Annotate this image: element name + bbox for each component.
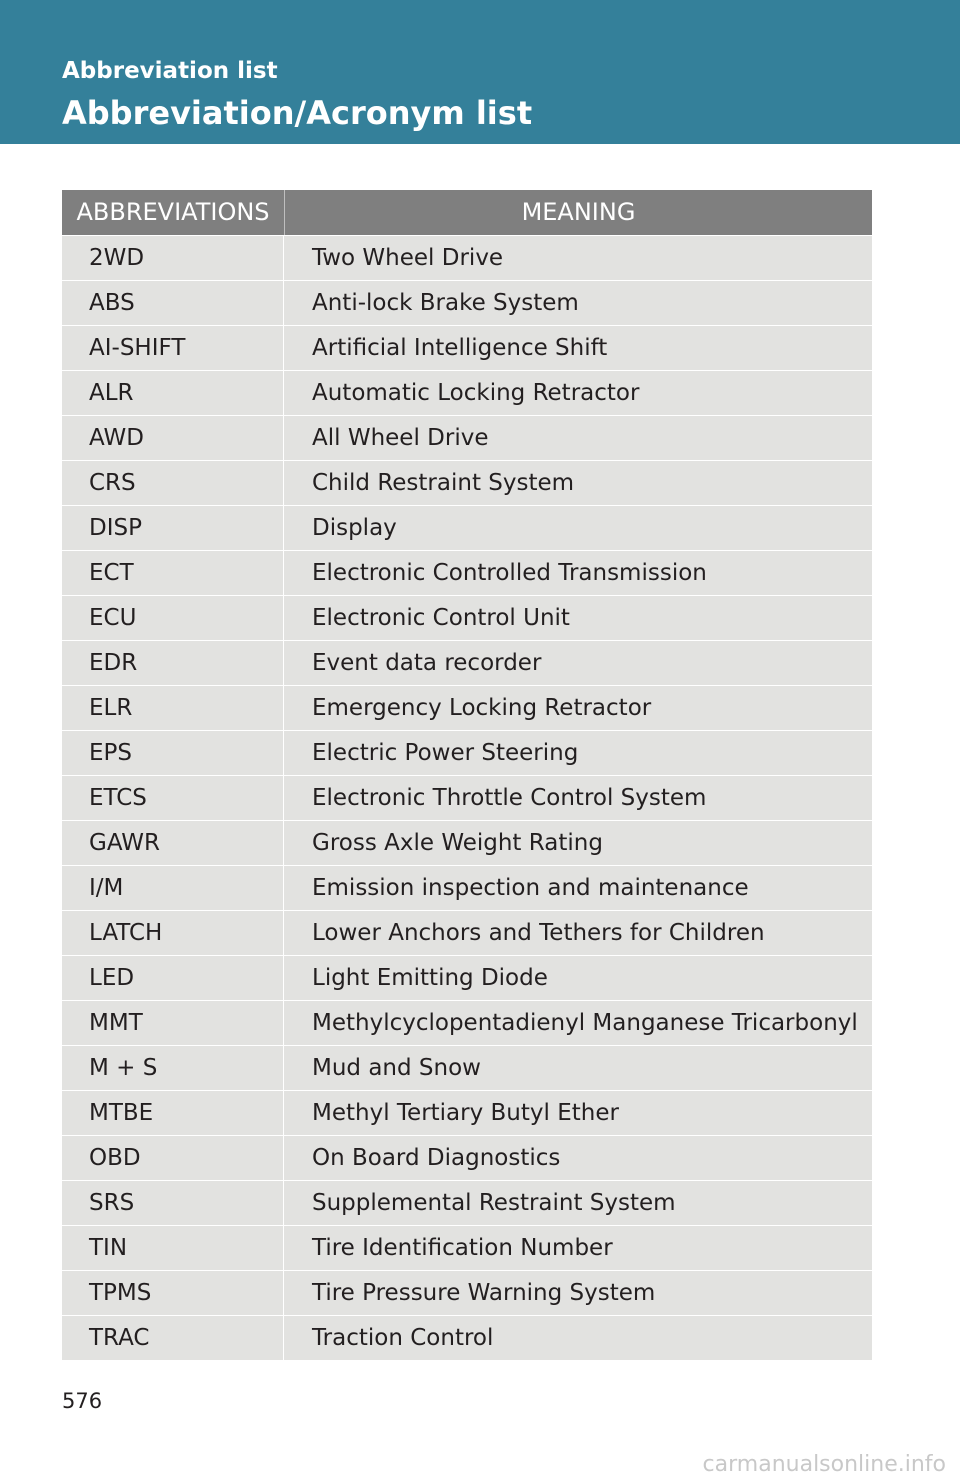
meaning-cell: Event data recorder [312,650,542,676]
abbreviation-cell: AWD [62,416,284,460]
meaning-cell: Emergency Locking Retractor [312,695,652,721]
table-row [62,820,872,865]
meaning-cell: Electronic Throttle Control System [312,785,707,811]
table-body [62,235,872,1360]
abbreviation-cell: OBD [62,1136,284,1180]
meaning-cell: Tire Identification Number [312,1235,613,1261]
abbreviation-cell: ABS [62,281,284,325]
table-row [62,1045,872,1090]
meaning-cell: Lower Anchors and Tethers for Children [312,920,765,946]
page-title: Abbreviation/Acronym list [62,94,533,132]
table-row [62,640,872,685]
table-row [62,775,872,820]
meaning-cell: Anti-lock Brake System [312,290,579,316]
abbreviation-cell: LATCH [62,911,284,955]
meaning-cell: Two Wheel Drive [312,245,504,271]
abbreviation-cell: MTBE [62,1091,284,1135]
watermark: carmanualsonline.info [702,1452,946,1477]
meaning-cell: Display [312,515,397,541]
meaning-cell: Light Emitting Diode [312,965,548,991]
column-header-meaning: MEANING [521,198,636,226]
meaning-cell: Child Restraint System [312,470,575,496]
table-row [62,1090,872,1135]
page-number: 576 [62,1389,103,1413]
table-row [62,1000,872,1045]
abbreviation-cell: TPMS [62,1271,284,1315]
abbreviation-cell: EDR [62,641,284,685]
table-row [62,280,872,325]
table-header-row [62,190,872,235]
table-row [62,460,872,505]
meaning-cell: All Wheel Drive [312,425,489,451]
table-row [62,955,872,1000]
meaning-cell: Gross Axle Weight Rating [312,830,603,856]
abbreviation-table [62,190,872,1360]
table-row [62,685,872,730]
table-row [62,235,872,280]
table-row [62,910,872,955]
table-row [62,550,872,595]
table-row [62,730,872,775]
abbreviation-cell: M + S [62,1046,284,1090]
meaning-cell: Supplemental Restraint System [312,1190,676,1216]
meaning-cell: Mud and Snow [312,1055,481,1081]
abbreviation-cell: MMT [62,1001,284,1045]
column-header-abbreviations: ABBREVIATIONS [62,190,285,235]
abbreviation-cell: TIN [62,1226,284,1270]
table-row [62,1270,872,1315]
table-row [62,1180,872,1225]
table-row [62,865,872,910]
abbreviation-cell: TRAC [62,1316,284,1360]
table-row [62,1225,872,1270]
abbreviation-cell: GAWR [62,821,284,865]
abbreviation-cell: ELR [62,686,284,730]
meaning-cell: Artificial Intelligence Shift [312,335,608,361]
abbreviation-cell: I/M [62,866,284,910]
table-row [62,595,872,640]
abbreviation-cell: 2WD [62,236,284,280]
meaning-cell: Electric Power Steering [312,740,579,766]
abbreviation-cell: DISP [62,506,284,550]
abbreviation-cell: LED [62,956,284,1000]
abbreviation-cell: ALR [62,371,284,415]
meaning-cell: Electronic Controlled Transmission [312,560,707,586]
table-row [62,325,872,370]
abbreviation-cell: CRS [62,461,284,505]
table-row [62,505,872,550]
table-row [62,1315,872,1360]
meaning-cell: Methylcyclopentadienyl Manganese Tricarbonyl [312,1010,858,1036]
meaning-cell: On Board Diagnostics [312,1145,561,1171]
section-title: Abbreviation list [62,58,278,84]
abbreviation-cell: ECU [62,596,284,640]
abbreviation-cell: ETCS [62,776,284,820]
table-row [62,415,872,460]
meaning-cell: Automatic Locking Retractor [312,380,640,406]
table-row [62,1135,872,1180]
meaning-cell: Methyl Tertiary Butyl Ether [312,1100,619,1126]
meaning-cell: Emission inspection and maintenance [312,875,749,901]
abbreviation-cell: ECT [62,551,284,595]
abbreviation-cell: SRS [62,1181,284,1225]
abbreviation-cell: AI-SHIFT [62,326,284,370]
abbreviation-cell: EPS [62,731,284,775]
meaning-cell: Electronic Control Unit [312,605,570,631]
table-row [62,370,872,415]
meaning-cell: Tire Pressure Warning System [312,1280,656,1306]
header-band [0,0,960,144]
meaning-cell: Traction Control [312,1325,494,1351]
